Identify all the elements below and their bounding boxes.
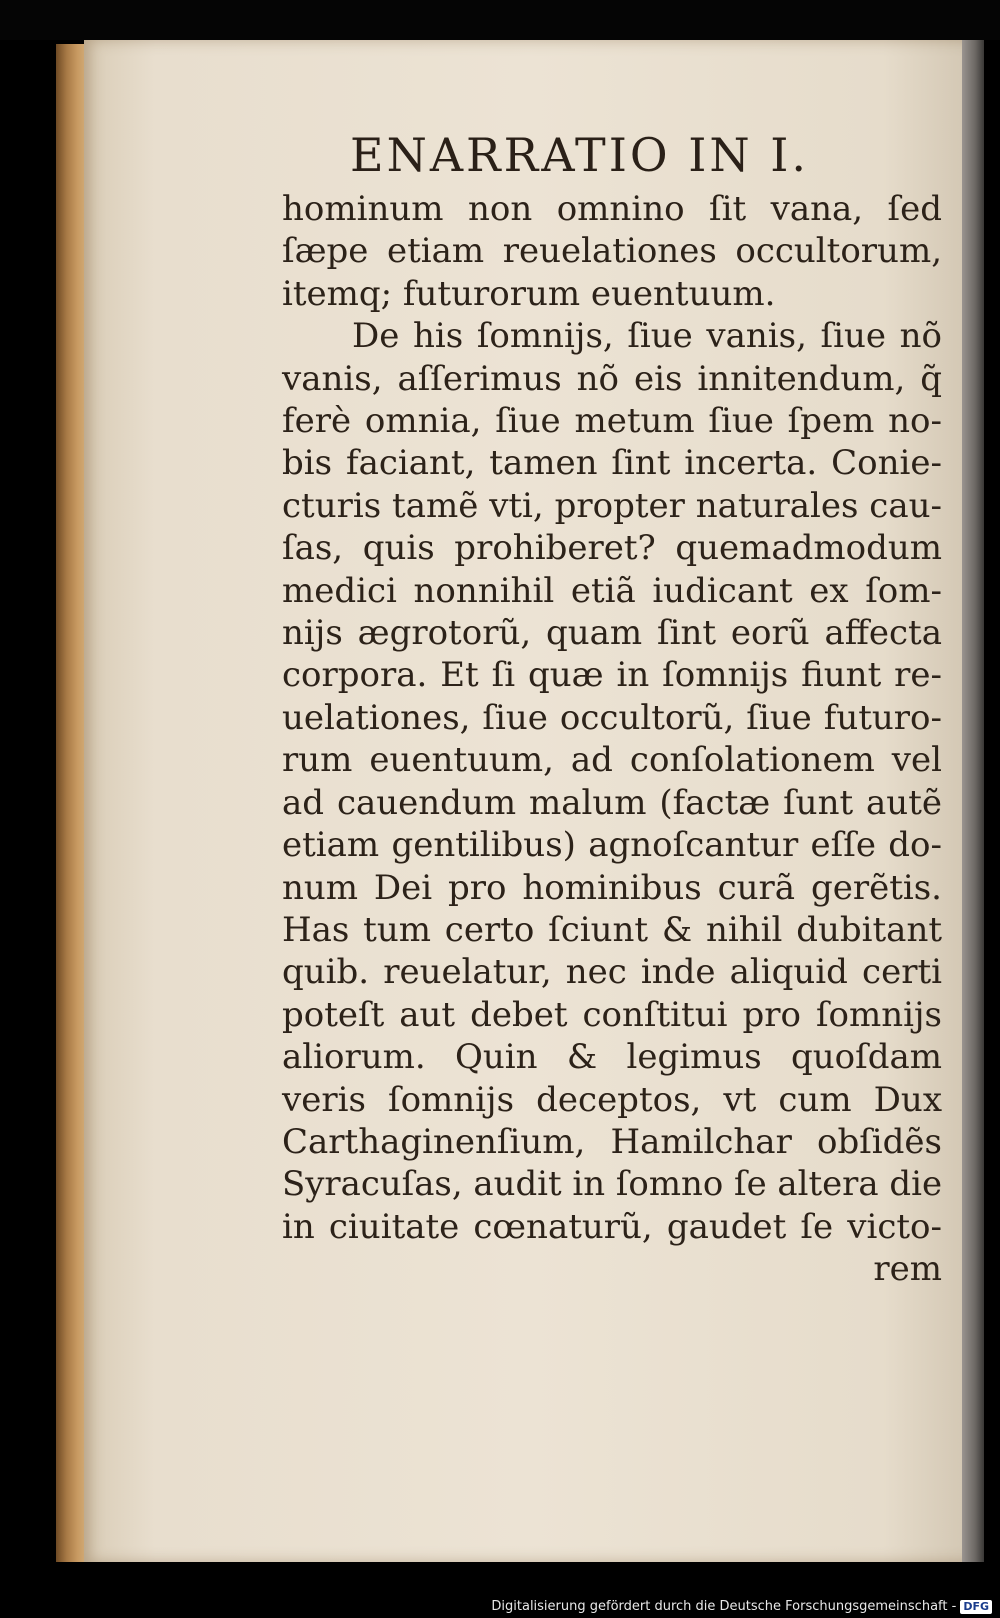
text-line: bis faciant, tamen ſint incerta. Conie-: [282, 443, 942, 484]
running-head: ENARRATIO IN I.: [350, 128, 810, 182]
text-line: ad cauendum malum (factæ ſunt autẽ: [282, 782, 942, 823]
text-line: cturis tamẽ vti, propter naturales cau-: [282, 485, 942, 526]
credit-text: Digitalisierung gefördert durch die Deutsche Forschungsgemeinschaft -: [491, 1599, 957, 1614]
text-line: etiam gentilibus) agnoſcantur eſſe do-: [282, 825, 942, 866]
text-line: hominum non omnino ſit vana, ſed: [282, 189, 942, 229]
text-line: ſæpe etiam reuelationes occultorum,: [282, 231, 942, 272]
text-line: poteſt aut debet conſtitui pro ſomnijs: [282, 994, 942, 1035]
text-line: medici nonnihil etiã iudicant ex ſom-: [282, 570, 942, 611]
text-line: Carthaginenſium, Hamilchar obſidẽs: [282, 1121, 942, 1162]
text-line: in ciuitate cœnaturũ, gaudet ſe victo-: [282, 1206, 942, 1247]
text-line: aliorum. Quin & legimus quoſdam: [282, 1037, 942, 1078]
dfg-logo: DFG: [960, 1600, 992, 1614]
catchword: rem: [873, 1249, 942, 1290]
text-line: num Dei pro hominibus curã gerẽtis.: [282, 867, 942, 908]
text-line: itemq; futurorum euentuum.: [282, 273, 776, 314]
text-line: De his ſomnijs, ſiue vanis, ſiue nõ: [352, 316, 942, 357]
scan-top-border: [0, 0, 1000, 40]
text-line: ferè omnia, ſiue metum ſiue ſpem no-: [282, 401, 942, 442]
text-line: Has tum certo ſciunt & nihil dubitant: [282, 909, 942, 950]
digitization-credit: [491, 1599, 992, 1614]
text-line: rum euentuum, ad conſolationem vel: [282, 740, 942, 781]
text-line: quib. reuelatur, nec inde aliquid certi: [282, 952, 942, 993]
text-line: corpora. Et ſi quæ in ſomnijs fiunt re-: [282, 655, 942, 696]
text-line: ſas, quis prohiberet? quemadmodum: [282, 528, 942, 569]
text-line: nijs ægrotorũ, quam ſint eorũ affecta: [282, 613, 942, 654]
text-line: Syracuſas, audit in ſomno ſe altera die: [282, 1164, 943, 1205]
text-line: veris ſomnijs deceptos, vt cum Dux: [282, 1079, 942, 1120]
text-line: vanis, aſſerimus nõ eis innitendum, q̃: [282, 358, 942, 399]
text-line: uelationes, ſiue occultorũ, ſiue futuro-: [282, 697, 942, 738]
page-fore-edge: [962, 40, 984, 1562]
body-text: [282, 188, 942, 1291]
